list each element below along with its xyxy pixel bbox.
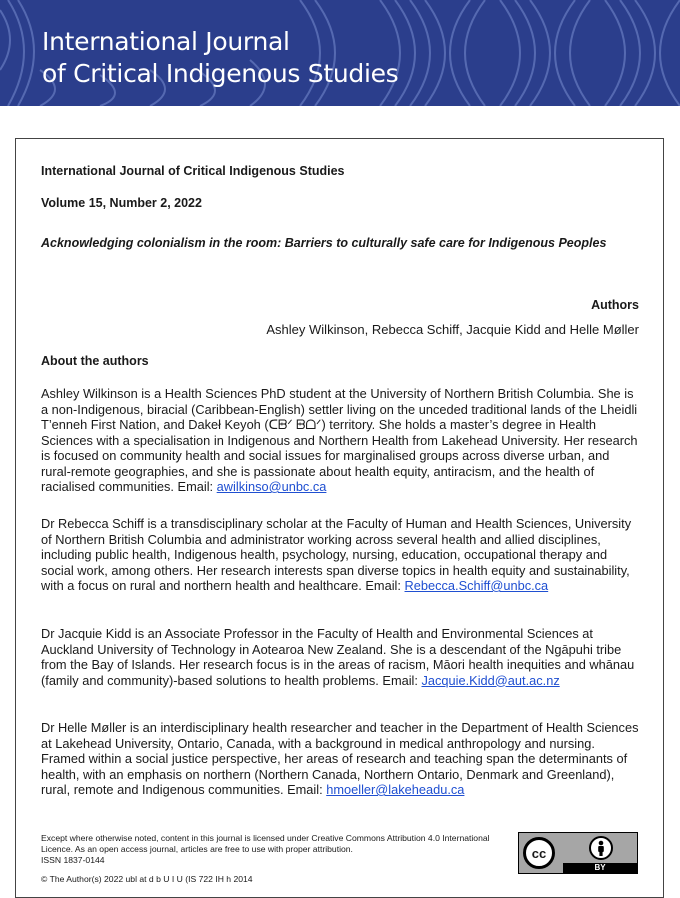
- bio-text: Dr Helle Møller is an interdisciplinary health researcher and teacher in the Department of Health Sciences at Lakehead University, Ontario, Canada, with a background in medical anthropology and nursing. Framed within a social justice perspective, her areas of research and teaching span the determinants of health, with an emphasis on northern (Northern Canada, Northern Ontario, Denmark and Greenland), rural, remote and Indigenous communities. Email:: [41, 720, 639, 797]
- journal-banner: [0, 0, 680, 106]
- cc-icon: [523, 837, 555, 869]
- banner-title-line1: International Journal: [42, 27, 290, 56]
- bio-schiff: [41, 516, 641, 594]
- authors-list: Ashley Wilkinson, Rebecca Schiff, Jacquie Kidd and Helle Møller: [266, 322, 639, 337]
- email-link[interactable]: Jacquie.Kidd@aut.ac.nz: [421, 672, 560, 688]
- banner-title: [42, 26, 398, 90]
- banner-title-line2: of Critical Indigenous Studies: [42, 59, 399, 88]
- bio-moller: [41, 720, 641, 798]
- journal-name: International Journal of Critical Indigenous Studies: [41, 164, 345, 178]
- bio-kidd: [41, 626, 641, 688]
- bio-text: Dr Jacquie Kidd is an Associate Professor in the Faculty of Health and Environmental Sciences at Auckland University of Technology in Aotearoa New Zealand. She is a descendant of the Ngāpuhi tribe from the Bay of Islands. Her research focus is in the areas of racism, Māori health inequities and whānau (family and community)-based solutions to health problems. Email:: [41, 626, 635, 688]
- bio-text: Ashley Wilkinson is a Health Sciences PhD student at the University of Northern British Columbia. She is a non-Indigenous, biracial (Caribbean-English) settler living on the unceded traditional lands of the Lheidli T’enneh First Nation, and Dakeł Keyoh (ᑕᗸᐟ ᗸᗝᐟ) territory. She holds a master’s degree in Health Sciences with a specialisation in Indigenous and Northern Health from Lakehead University. Her research is focused on community health and social issues for marginalised groups across diverse urban, and rural-remote geographies, and she is passionate about health equity, antiracism, and the health of racialised communities. Email:: [41, 386, 638, 494]
- email-link[interactable]: hmoeller@lakeheadu.ca: [326, 782, 465, 797]
- article-title: Acknowledging colonialism in the room: Barriers to culturally safe care for Indigenous Peoples: [41, 236, 607, 250]
- bio-wilkinson: [41, 386, 641, 495]
- bio-text: Dr Rebecca Schiff is a transdisciplinary scholar at the Faculty of Human and Health Sciences, University of Northern British Columbia and administrator working across several health and allied disciplines, including public health, Indigenous health, psychology, nursing, education, occupational therapy and social work, among others. Her research interests span diverse topics in health equity and sustainability, with a focus on rural and northern health and healthcare. Email:: [41, 516, 632, 593]
- email-link[interactable]: Rebecca.Schiff@unbc.ca: [404, 578, 549, 593]
- cc-label: cc: [531, 845, 547, 861]
- issn: ISSN 1837-0144: [41, 855, 105, 865]
- authors-heading: Authors: [591, 298, 639, 312]
- license-notice: [41, 833, 511, 866]
- volume-info: Volume 15, Number 2, 2022: [41, 196, 202, 210]
- license-text: Except where otherwise noted, content in this journal is licensed under Creative Commons Attribution 4.0 International Licence. As an open access journal, articles are free to use with proper attribution.: [41, 833, 490, 854]
- email-link[interactable]: awilkinso@unbc.ca: [216, 479, 327, 494]
- by-label: BY: [563, 863, 637, 873]
- copyright-line: © The Author(s) 2022 ubl at d b U I U (IS 722 IH h 2014: [41, 874, 253, 884]
- cc-by-badge[interactable]: [518, 832, 638, 874]
- about-heading: About the authors: [41, 354, 149, 368]
- attribution-person-icon: [589, 836, 613, 860]
